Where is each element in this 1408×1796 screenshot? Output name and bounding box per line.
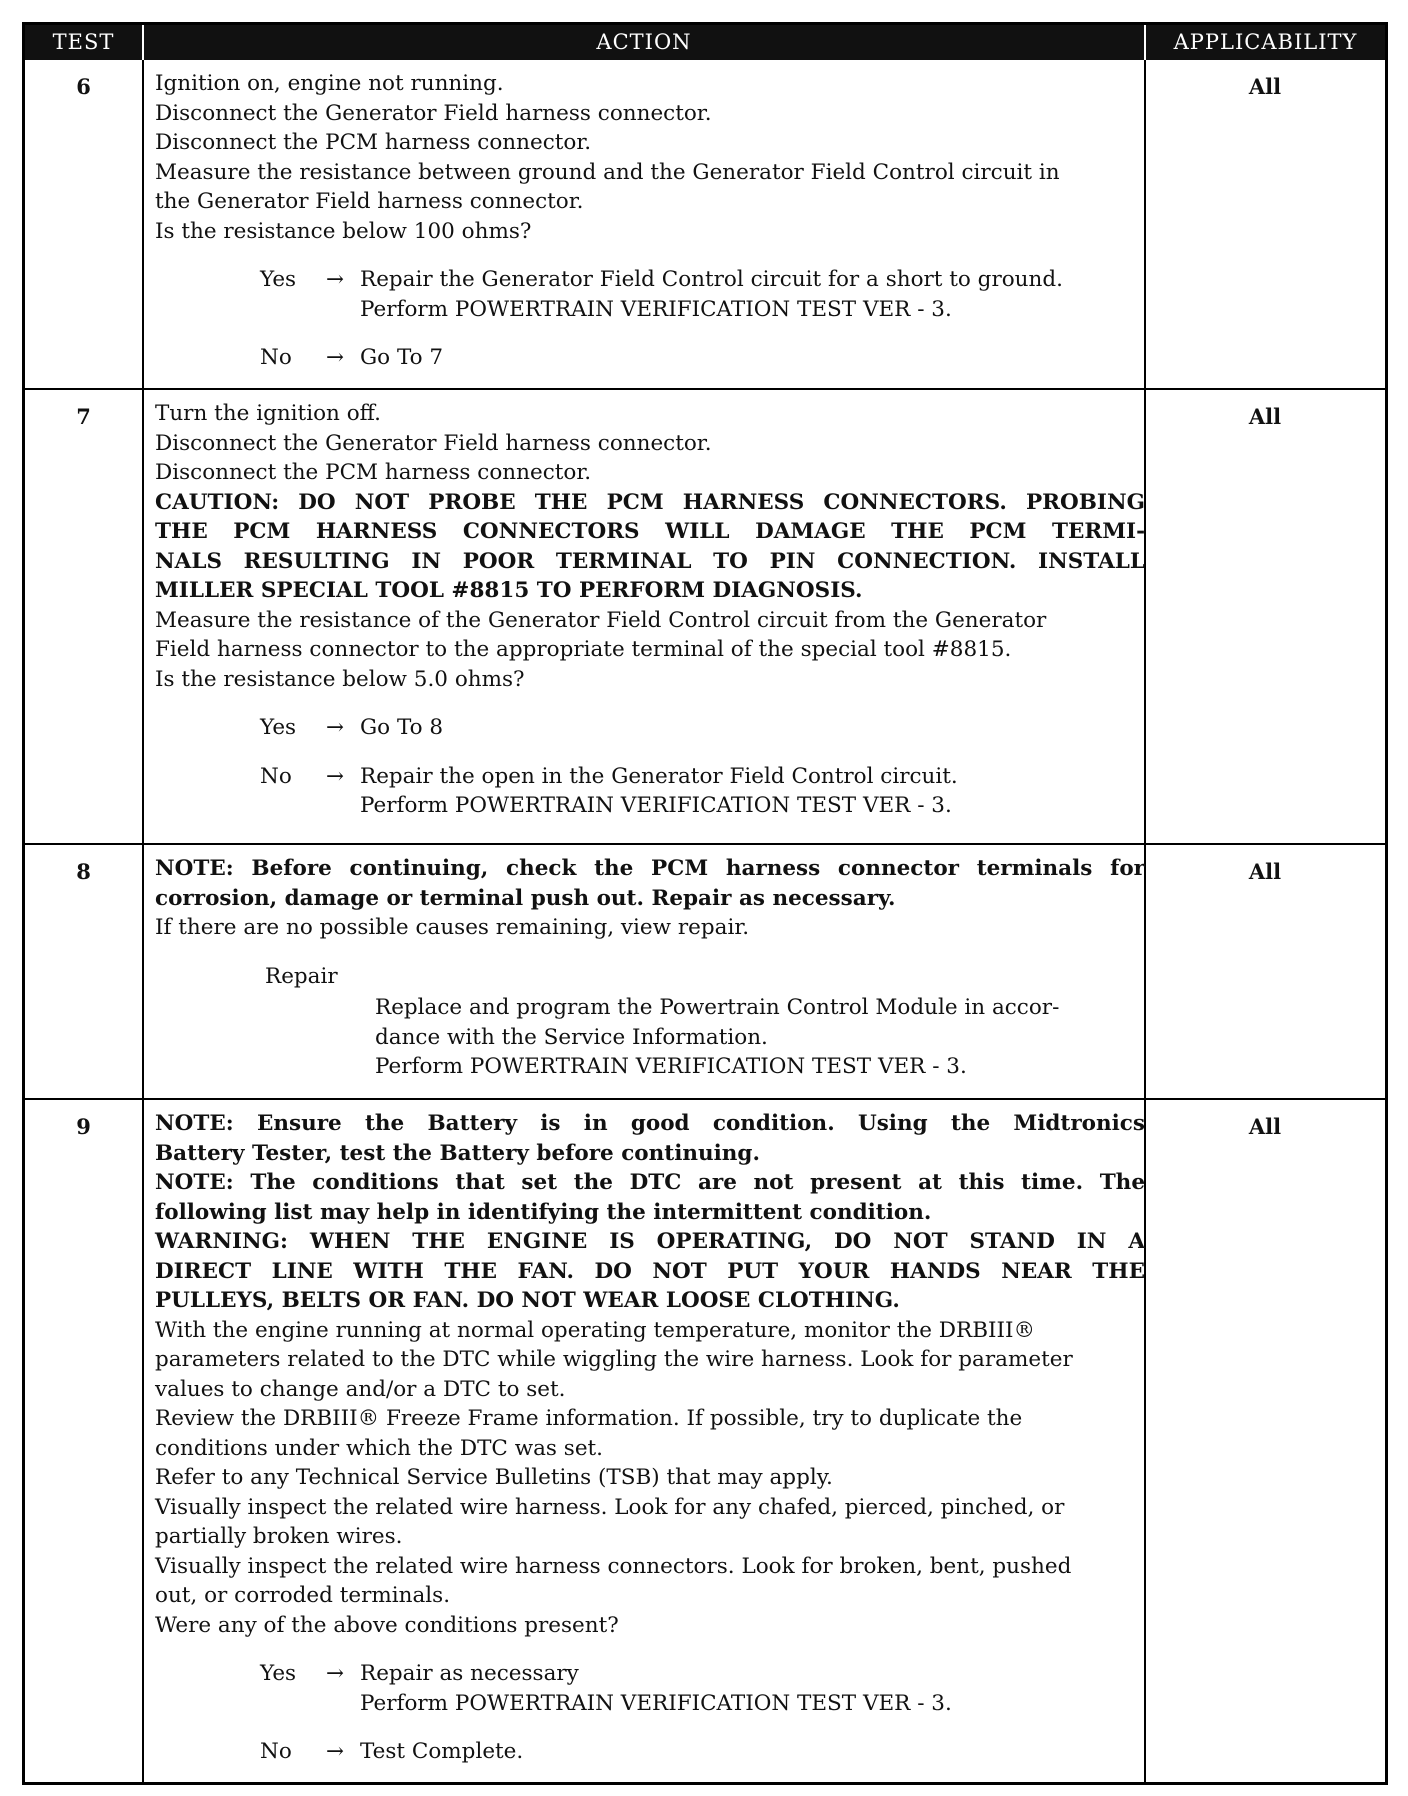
action-line: Disconnect the Generator Field harness connector.	[155, 430, 712, 456]
arrow-icon: →	[325, 267, 344, 292]
action-line: conditions under which the DTC was set.	[155, 1435, 604, 1461]
test-row-6	[25, 60, 1385, 390]
action-line: Were any of the above conditions present?	[155, 1612, 619, 1638]
action-line: Turn the ignition off.	[155, 401, 381, 426]
test-row-9	[25, 1100, 1385, 1782]
action-line: partially broken wires.	[155, 1524, 403, 1549]
test-number: 7	[76, 404, 91, 429]
action-line: Is the resistance below 5.0 ohms?	[155, 666, 525, 692]
no-line: Test Complete.	[360, 1739, 524, 1764]
action-line: Ignition on, engine not running.	[155, 71, 504, 96]
action-line: Refer to any Technical Service Bulletins (TSB) that may apply.	[155, 1465, 833, 1490]
yes-label: Yes	[260, 1661, 297, 1686]
header-test: TEST	[25, 25, 142, 60]
yes-answer	[260, 265, 1145, 324]
arrow-icon: →	[325, 1661, 344, 1686]
action-line: Measure the resistance of the Generator Field Control circuit from the Generator	[155, 607, 1047, 633]
no-answer	[260, 1737, 1145, 1767]
no-answer	[260, 343, 1145, 373]
no-answer	[260, 762, 1145, 821]
repair-line: Perform POWERTRAIN VERIFICATION TEST VER - 3.	[375, 1054, 967, 1079]
repair-label: Repair	[265, 963, 338, 989]
warning-line: PULLEYS, BELTS OR FAN. DO NOT WEAR LOOSE CLOTHING.	[155, 1288, 900, 1313]
action-line: Review the DRBIII® Freeze Frame information. If possible, try to duplicate the	[155, 1406, 1023, 1431]
yes-line: Repair as necessary	[360, 1661, 579, 1686]
action-line: Disconnect the PCM harness connector.	[155, 130, 592, 155]
no-label: No	[260, 345, 292, 370]
action-text	[155, 69, 1145, 373]
header-applicability: APPLICABILITY	[1146, 25, 1385, 60]
arrow-icon: →	[325, 1739, 344, 1764]
note-line: NOTE: Ensure the Battery is in good condition. Using the Midtronics	[155, 1111, 1145, 1136]
applicability-value: All	[1248, 859, 1282, 884]
caution-line: CAUTION: DO NOT PROBE THE PCM HARNESS CONNECTORS. PROBING	[155, 489, 1145, 515]
action-line: If there are no possible causes remaining, view repair.	[155, 915, 750, 940]
yes-line: Repair the Generator Field Control circuit for a short to ground.	[360, 267, 1063, 292]
action-line: the Generator Field harness connector.	[155, 189, 584, 214]
applicability-value: All	[1248, 404, 1282, 429]
applicability-value: All	[1248, 1114, 1282, 1139]
repair-line: dance with the Service Information.	[375, 1024, 768, 1050]
yes-line: Perform POWERTRAIN VERIFICATION TEST VER - 3.	[360, 1690, 952, 1716]
action-line: Visually inspect the related wire harness connectors. Look for broken, bent, pushed	[155, 1553, 1072, 1579]
action-line: With the engine running at normal operating temperature, monitor the DRBIII®	[155, 1317, 1035, 1343]
no-label: No	[260, 763, 292, 789]
action-line: values to change and/or a DTC to set.	[155, 1376, 566, 1402]
no-line: Perform POWERTRAIN VERIFICATION TEST VER - 3.	[360, 793, 952, 818]
action-line: Disconnect the Generator Field harness connector.	[155, 100, 712, 126]
action-line: parameters related to the DTC while wiggling the wire harness. Look for parameter	[155, 1347, 1073, 1372]
test-number: 8	[76, 859, 91, 884]
action-text	[155, 399, 1145, 821]
warning-line: WARNING: WHEN THE ENGINE IS OPERATING, DO NOT STAND IN A	[155, 1229, 1145, 1254]
note-line: NOTE: The conditions that set the DTC are not present at this time. The	[155, 1170, 1145, 1195]
arrow-icon: →	[325, 345, 344, 370]
caution-line: MILLER SPECIAL TOOL #8815 TO PERFORM DIAGNOSIS.	[155, 578, 863, 603]
yes-answer	[260, 1659, 1145, 1718]
caution-line: NALS RESULTING IN POOR TERMINAL TO PIN CONNECTION. INSTALL	[155, 548, 1145, 574]
caution-line: THE PCM HARNESS CONNECTORS WILL DAMAGE THE PCM TERMI-	[155, 519, 1145, 544]
note-line: NOTE: Before continuing, check the PCM harness connector terminals for	[155, 856, 1145, 881]
arrow-icon: →	[325, 763, 344, 789]
yes-label: Yes	[260, 267, 297, 292]
action-line: Visually inspect the related wire harness. Look for any chafed, pierced, pinched, or	[155, 1494, 1065, 1520]
diagnostic-table	[22, 22, 1388, 1785]
header-action: ACTION	[144, 25, 1144, 60]
test-row-7	[25, 390, 1385, 845]
applicability-value: All	[1248, 74, 1282, 99]
action-line: Measure the resistance between ground and the Generator Field Control circuit in	[155, 159, 1060, 185]
yes-line: Perform POWERTRAIN VERIFICATION TEST VER - 3.	[360, 296, 952, 322]
repair-line: Replace and program the Powertrain Control Module in accor-	[375, 995, 1060, 1020]
yes-label: Yes	[260, 715, 297, 740]
note-line: corrosion, damage or terminal push out. Repair as necessary.	[155, 885, 896, 911]
arrow-icon: →	[325, 715, 344, 740]
no-line: Repair the open in the Generator Field Control circuit.	[360, 763, 958, 789]
yes-answer	[260, 713, 1145, 743]
note-line: following list may help in identifying the intermittent condition.	[155, 1199, 932, 1225]
no-label: No	[260, 1739, 292, 1764]
note-line: Battery Tester, test the Battery before continuing.	[155, 1140, 760, 1166]
action-text	[155, 854, 1145, 1082]
yes-line: Go To 8	[360, 715, 444, 740]
action-line: Is the resistance below 100 ohms?	[155, 218, 532, 244]
no-line: Go To 7	[360, 345, 444, 370]
test-number: 6	[76, 74, 91, 99]
test-number: 9	[76, 1114, 91, 1139]
action-text	[155, 1109, 1145, 1767]
warning-line: DIRECT LINE WITH THE FAN. DO NOT PUT YOUR HANDS NEAR THE	[155, 1258, 1145, 1284]
action-line: Field harness connector to the appropriate terminal of the special tool #8815.	[155, 637, 1012, 662]
action-line: Disconnect the PCM harness connector.	[155, 460, 592, 485]
test-row-8	[25, 845, 1385, 1100]
action-line: out, or corroded terminals.	[155, 1583, 451, 1608]
